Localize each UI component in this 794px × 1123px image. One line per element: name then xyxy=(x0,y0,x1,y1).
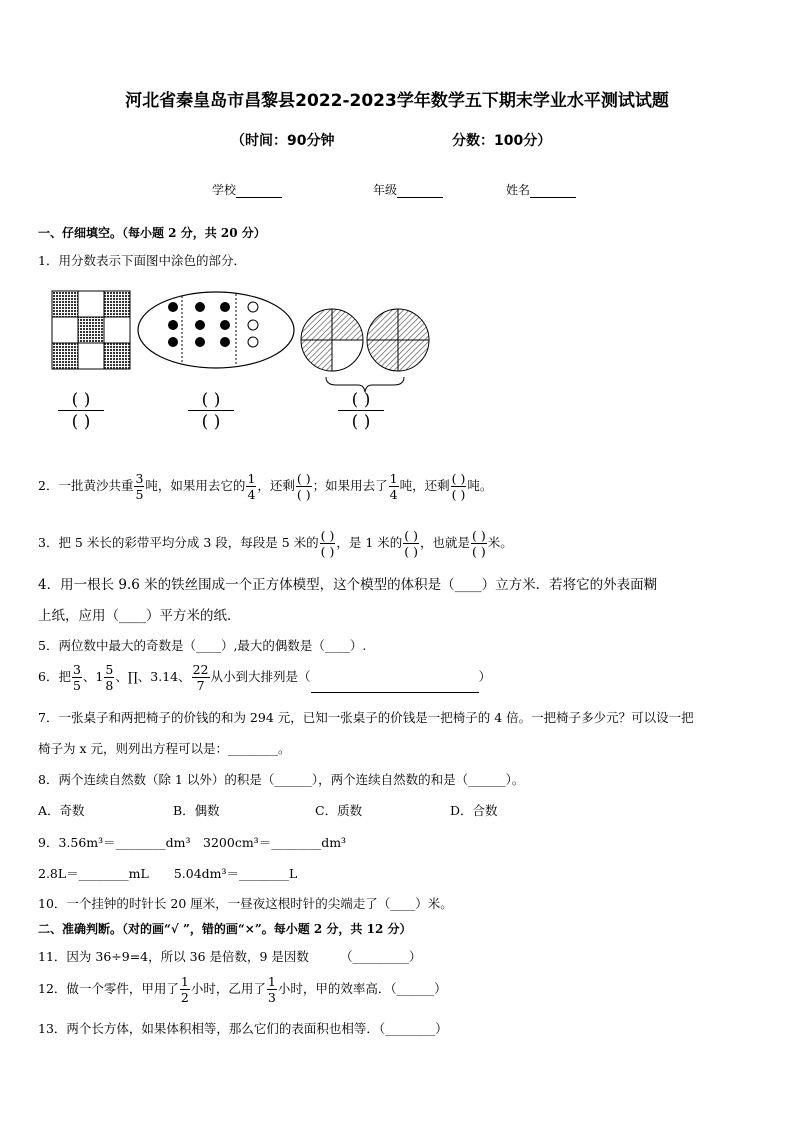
q3-answer-2[interactable]: $\frac{( )}{( )}$ xyxy=(404,528,419,559)
section-1-heading: 一、仔细填空。（每小题 2 分，共 20 分） xyxy=(38,226,266,240)
question-9-line-2: 2.8L＝________mL 5.04dm³＝________L xyxy=(38,866,298,881)
name-field: 姓名 xyxy=(506,181,576,198)
question-8: 8．两个连续自然数（除 1 以外）的积是（______），两个连续自然数的和是（______）。 xyxy=(38,772,525,787)
time-label: （时间：90分钟 xyxy=(231,133,335,149)
score-label: 分数：100分） xyxy=(452,133,552,149)
question-11: 11．因为 36÷9=4，所以 36 是倍数，9 是因数 （_________） xyxy=(38,949,422,964)
question-9-line-1: 9．3.56m³＝________dm³ 3200cm³＝________dm³ xyxy=(38,835,347,850)
question-7-line-1: 7．一张桌子和两把椅子的价钱的和为 294 元，已知一张桌子的价钱是一把椅子的 4 倍。一把椅子多少元？可以设一把 xyxy=(38,710,694,725)
figure2-answer[interactable]: ( ) ( ) xyxy=(188,390,234,433)
name-blank[interactable] xyxy=(530,185,576,198)
question-3: 3．把 5 米长的彩带平均分成 3 段，每段是 5 米的 $\frac{( )}{( )}$ ，是 1 米的 $\frac{( )}{( )}$ ，也就是 $\frac{( )}{( )}$ 米。 xyxy=(38,528,513,559)
q3-answer-3[interactable]: $\frac{( )}{( )}$ xyxy=(472,528,486,559)
question-7-line-2: 椅子为 x 元，则列出方程可以是：________。 xyxy=(38,741,291,756)
question-1: 1．用分数表示下面图中涂色的部分． xyxy=(38,253,246,268)
q2-answer-2[interactable]: $\frac{( )}{( )}$ xyxy=(451,471,466,502)
school-field: 学校 xyxy=(212,181,282,198)
page-title: 河北省秦皇岛市昌黎县2022-2023学年数学五下期末学业水平测试试题 xyxy=(125,91,669,111)
grade-field: 年级 xyxy=(373,181,443,198)
figure1-answer[interactable]: ( ) ( ) xyxy=(58,390,104,433)
q3-answer-1[interactable]: $\frac{( )}{( )}$ xyxy=(320,528,335,559)
q8-option-c[interactable]: C．质数 xyxy=(315,803,363,818)
q8-option-d[interactable]: D．合数 xyxy=(450,803,498,818)
question-5: 5．两位数中最大的奇数是（____）,最大的偶数是（____）. xyxy=(38,638,367,653)
school-blank[interactable] xyxy=(236,185,282,198)
question-4-line-2: 上纸，应用（____）平方米的纸． xyxy=(38,608,241,624)
section-2-heading: 二、准确判断。（对的画“√ ”，错的画“×”。每小题 2 分，共 12 分） xyxy=(38,922,412,936)
q6-answer-blank[interactable] xyxy=(311,679,479,693)
question-4-line-1: 4．用一根长 9.6 米的铁丝围成一个正方体模型，这个模型的体积是（____）立方米．若将它的外表面糊 xyxy=(38,577,658,593)
figure3-answer[interactable]: ( ) ( ) xyxy=(338,390,384,433)
q2-answer-1[interactable]: $\frac{( )}{( )}$ xyxy=(296,471,311,502)
question-12: 12．做一个零件，甲用了 $\frac{1}{2}$ 小时，乙用了 $\frac{1}{3}$ 小时，甲的效率高．（______） xyxy=(38,974,447,1005)
question-13: 13．两个长方体，如果体积相等，那么它们的表面积也相等．（________） xyxy=(38,1021,448,1036)
fraction-3-5: $\frac{3}{5}$ xyxy=(135,471,144,502)
question-6: 6．把 $\frac{3}{5}$ 、1 $\frac{5}{8}$ 、∏、3.14、 $\frac{22}{7}$ 从小到大排列是（ ） xyxy=(38,662,492,693)
q8-option-a[interactable]: A．奇数 xyxy=(38,803,85,818)
q8-option-b[interactable]: B．偶数 xyxy=(173,803,220,818)
grade-blank[interactable] xyxy=(397,185,443,198)
ellipse-dots-figure xyxy=(136,290,296,370)
circles-figure xyxy=(296,304,436,396)
question-10: 10．一个挂钟的时针长 20 厘米，一昼夜这根时针的尖端走了（____）米。 xyxy=(38,896,453,911)
checkerboard-figure xyxy=(50,289,134,371)
question-2: 2．一批黄沙共重 $\frac{3}{5}$ 吨，如果用去它的 $\frac{1}{4}$ ，还剩 $\frac{( )}{( )}$ ；如果用去了 $\frac{1}{4}$ 吨，还剩 $\frac{( )}{( )}$ 吨。 xyxy=(38,471,493,502)
